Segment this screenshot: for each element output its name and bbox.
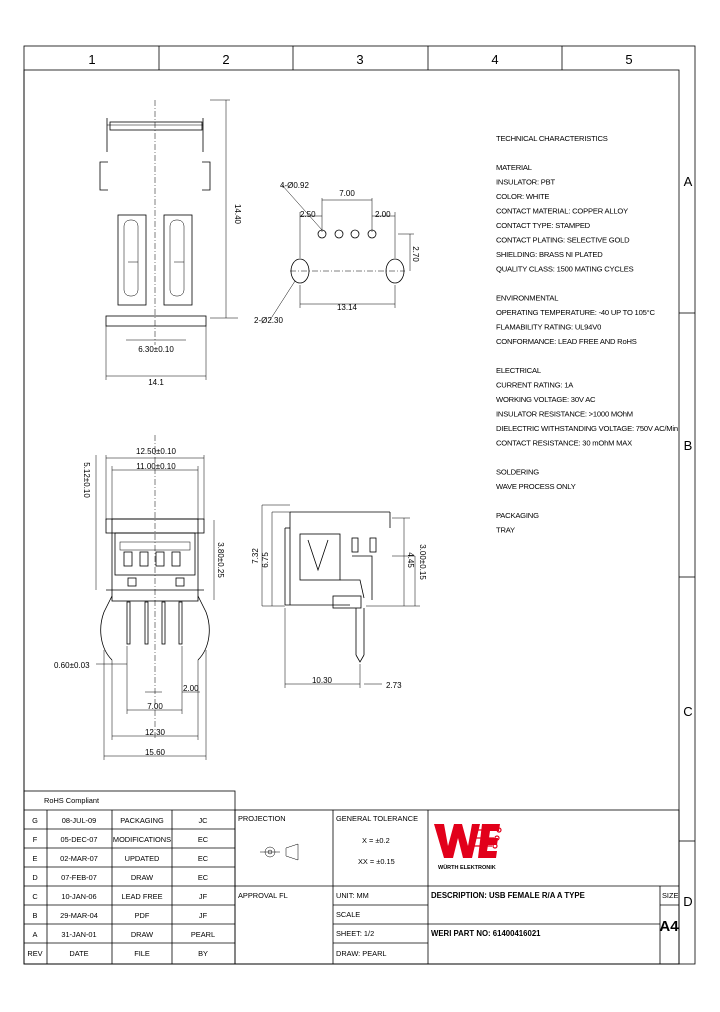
rev-cell-desc: PDF (134, 911, 150, 920)
spec-line: CONTACT PLATING: SELECTIVE GOLD (496, 235, 630, 245)
rev-cell-rev: C (32, 892, 38, 901)
tolerance-x: X = ±0.2 (362, 836, 390, 845)
rev-cell-by: EC (197, 835, 209, 844)
row-label-c: C (683, 704, 693, 719)
dim-side-h3: 4.45 (406, 552, 415, 568)
dim-side-h1: 7.32 (251, 548, 260, 564)
rev-cell-date: 10-JAN-06 (61, 892, 97, 901)
rev-cell-rev: REV (27, 949, 43, 958)
spec-line: COLOR: WHITE (496, 192, 550, 201)
spec-line: CONFORMANCE: LEAD FREE AND RoHS (496, 337, 637, 346)
rev-cell-by: EC (197, 873, 209, 882)
rev-cell-date: 02-MAR-07 (60, 854, 98, 863)
dim-top-width: 14.1 (148, 378, 164, 387)
rev-cell-desc: DRAW (130, 930, 154, 939)
side-view-drawing (262, 505, 420, 688)
dim-front-pitch-small: 2.00 (183, 684, 199, 693)
col-label-4: 4 (491, 52, 499, 67)
pcb-layout-drawing (270, 185, 414, 320)
dim-front-outer: 12.50±0.10 (136, 447, 176, 456)
spec-line: CONTACT RESISTANCE: 30 mOhM MAX (496, 438, 632, 448)
spec-line: OPERATING TEMPERATURE: -40 UP TO 105°C (496, 308, 655, 317)
dim-pcb-span: 13.14 (336, 303, 358, 312)
col-label-5: 5 (625, 52, 633, 67)
rohs-label: RoHS Compliant (44, 796, 100, 805)
dim-pcb-left: 2.50 (300, 210, 316, 219)
rev-cell-desc: MODIFICATIONS (112, 835, 172, 844)
spec-line: QUALITY CLASS: 1500 MATING CYCLES (496, 264, 634, 274)
spec-line: ENVIRONMENTAL (496, 293, 559, 303)
rev-cell-by: BY (198, 949, 208, 958)
approval-label: APPROVAL FL (238, 891, 288, 900)
rev-cell-by: PEARL (190, 930, 216, 939)
spec-line: SHIELDING: BRASS NI PLATED (496, 250, 603, 259)
wurth-logo (434, 824, 501, 871)
rev-cell-rev: G (32, 816, 38, 825)
sheet-label: SHEET: 1/2 (336, 929, 375, 938)
dim-pcb-right: 2.00 (375, 210, 391, 219)
dim-front-leg: 3.80±0.25 (216, 542, 225, 578)
rev-cell-desc: DRAW (130, 873, 154, 882)
spec-line: WORKING VOLTAGE: 30V AC (496, 395, 596, 404)
rev-cell-rev: F (32, 835, 38, 844)
dim-front-inner: 11.00±0.10 (136, 462, 176, 471)
dim-top-slot: 6.30±0.10 (138, 345, 174, 354)
size-label: SIZE (662, 891, 679, 900)
rev-cell-desc: PACKAGING (120, 816, 164, 825)
rev-cell-desc: FILE (134, 949, 150, 958)
col-label-2: 2 (222, 52, 230, 67)
description: DESCRIPTION: USB FEMALE R/A A TYPE (431, 891, 585, 900)
rev-cell-by: JF (198, 911, 208, 920)
spec-line: TRAY (496, 525, 515, 535)
spec-line: INSULATOR RESISTANCE: >1000 MOhM (496, 409, 633, 419)
rev-cell-desc: UPDATED (124, 854, 160, 863)
spec-line: CURRENT RATING: 1A (496, 380, 574, 390)
rev-cell-date: DATE (69, 949, 89, 958)
projection-symbol-icon (260, 844, 298, 860)
spec-line: WAVE PROCESS ONLY (496, 482, 576, 491)
dim-front-pitch: 7.00 (147, 702, 163, 711)
tolerance-label: GENERAL TOLERANCE (336, 814, 419, 823)
projection-label: PROJECTION (238, 814, 286, 823)
revision-rows (27, 816, 215, 958)
spec-line: TECHNICAL CHARACTERISTICS (496, 134, 608, 143)
dim-front-body: 12.30 (144, 728, 166, 737)
scale-label: SCALE (336, 910, 361, 919)
dim-pcb-hole-small: 4-Ø0.92 (280, 181, 309, 190)
sheet-size: A4 (659, 918, 679, 935)
rev-cell-rev: B (32, 911, 38, 920)
rev-cell-by: EC (197, 854, 209, 863)
rev-cell-date: 07-FEB-07 (61, 873, 97, 882)
spec-line: INSULATOR: PBT (496, 177, 555, 187)
col-label-3: 3 (356, 52, 364, 67)
draw-label: DRAW: PEARL (336, 949, 387, 958)
dim-side-depth: 10.30 (311, 676, 333, 685)
row-label-d: D (683, 894, 693, 909)
dim-side-h2: 6.75 (261, 552, 270, 568)
rev-cell-rev: A (32, 930, 38, 939)
dim-top-height: 14.40 (233, 203, 242, 225)
dim-front-pin: 0.60±0.03 (54, 661, 90, 670)
rev-cell-date: 08-JUL-09 (61, 816, 97, 825)
col-label-1: 1 (88, 52, 96, 67)
spec-line: ELECTRICAL (496, 366, 541, 375)
dim-pcb-pitch: 7.00 (339, 189, 355, 198)
logo-text: WÜRTH ELEKTRONIK (438, 865, 496, 871)
rev-cell-date: 05-DEC-07 (60, 835, 98, 844)
dim-pcb-vert: 2.70 (411, 246, 420, 262)
spec-line: CONTACT TYPE: STAMPED (496, 221, 590, 230)
dim-front-height: 5.12±0.10 (82, 462, 91, 498)
outer-frame (24, 46, 695, 964)
spec-line: MATERIAL (496, 163, 532, 172)
spec-line: FLAMABILITY RATING: UL94V0 (496, 322, 602, 332)
dim-front-total: 15.60 (144, 748, 166, 757)
inner-frame (24, 70, 679, 964)
dim-side-pin: 2.73 (386, 681, 402, 690)
spec-line: SOLDERING (496, 467, 539, 477)
unit-label: UNIT: MM (336, 891, 369, 900)
top-view-drawing (100, 100, 238, 380)
rev-cell-by: JC (198, 816, 208, 825)
front-view-drawing (96, 435, 214, 760)
row-label-b: B (683, 438, 693, 453)
rev-cell-by: JF (198, 892, 208, 901)
rev-cell-rev: D (32, 873, 38, 882)
part-number: WERI PART NO: 61400416021 (431, 929, 541, 938)
tolerance-xx: XX = ±0.15 (358, 857, 395, 866)
technical-characteristics (496, 134, 678, 535)
rev-cell-rev: E (32, 854, 38, 863)
rev-cell-date: 31-JAN-01 (61, 930, 97, 939)
spec-line: PACKAGING (496, 511, 539, 520)
dim-pcb-hole-big: 2-Ø2.30 (254, 316, 283, 325)
dim-side-h4: 3.00±0.15 (418, 544, 427, 580)
spec-line: DIELECTRIC WITHSTANDING VOLTAGE: 750V AC/Min (496, 424, 678, 433)
rev-cell-desc: LEAD FREE (121, 892, 163, 901)
rev-cell-date: 29-MAR-04 (60, 911, 98, 920)
spec-line: CONTACT MATERIAL: COPPER ALLOY (496, 206, 628, 216)
row-label-a: A (683, 174, 693, 189)
